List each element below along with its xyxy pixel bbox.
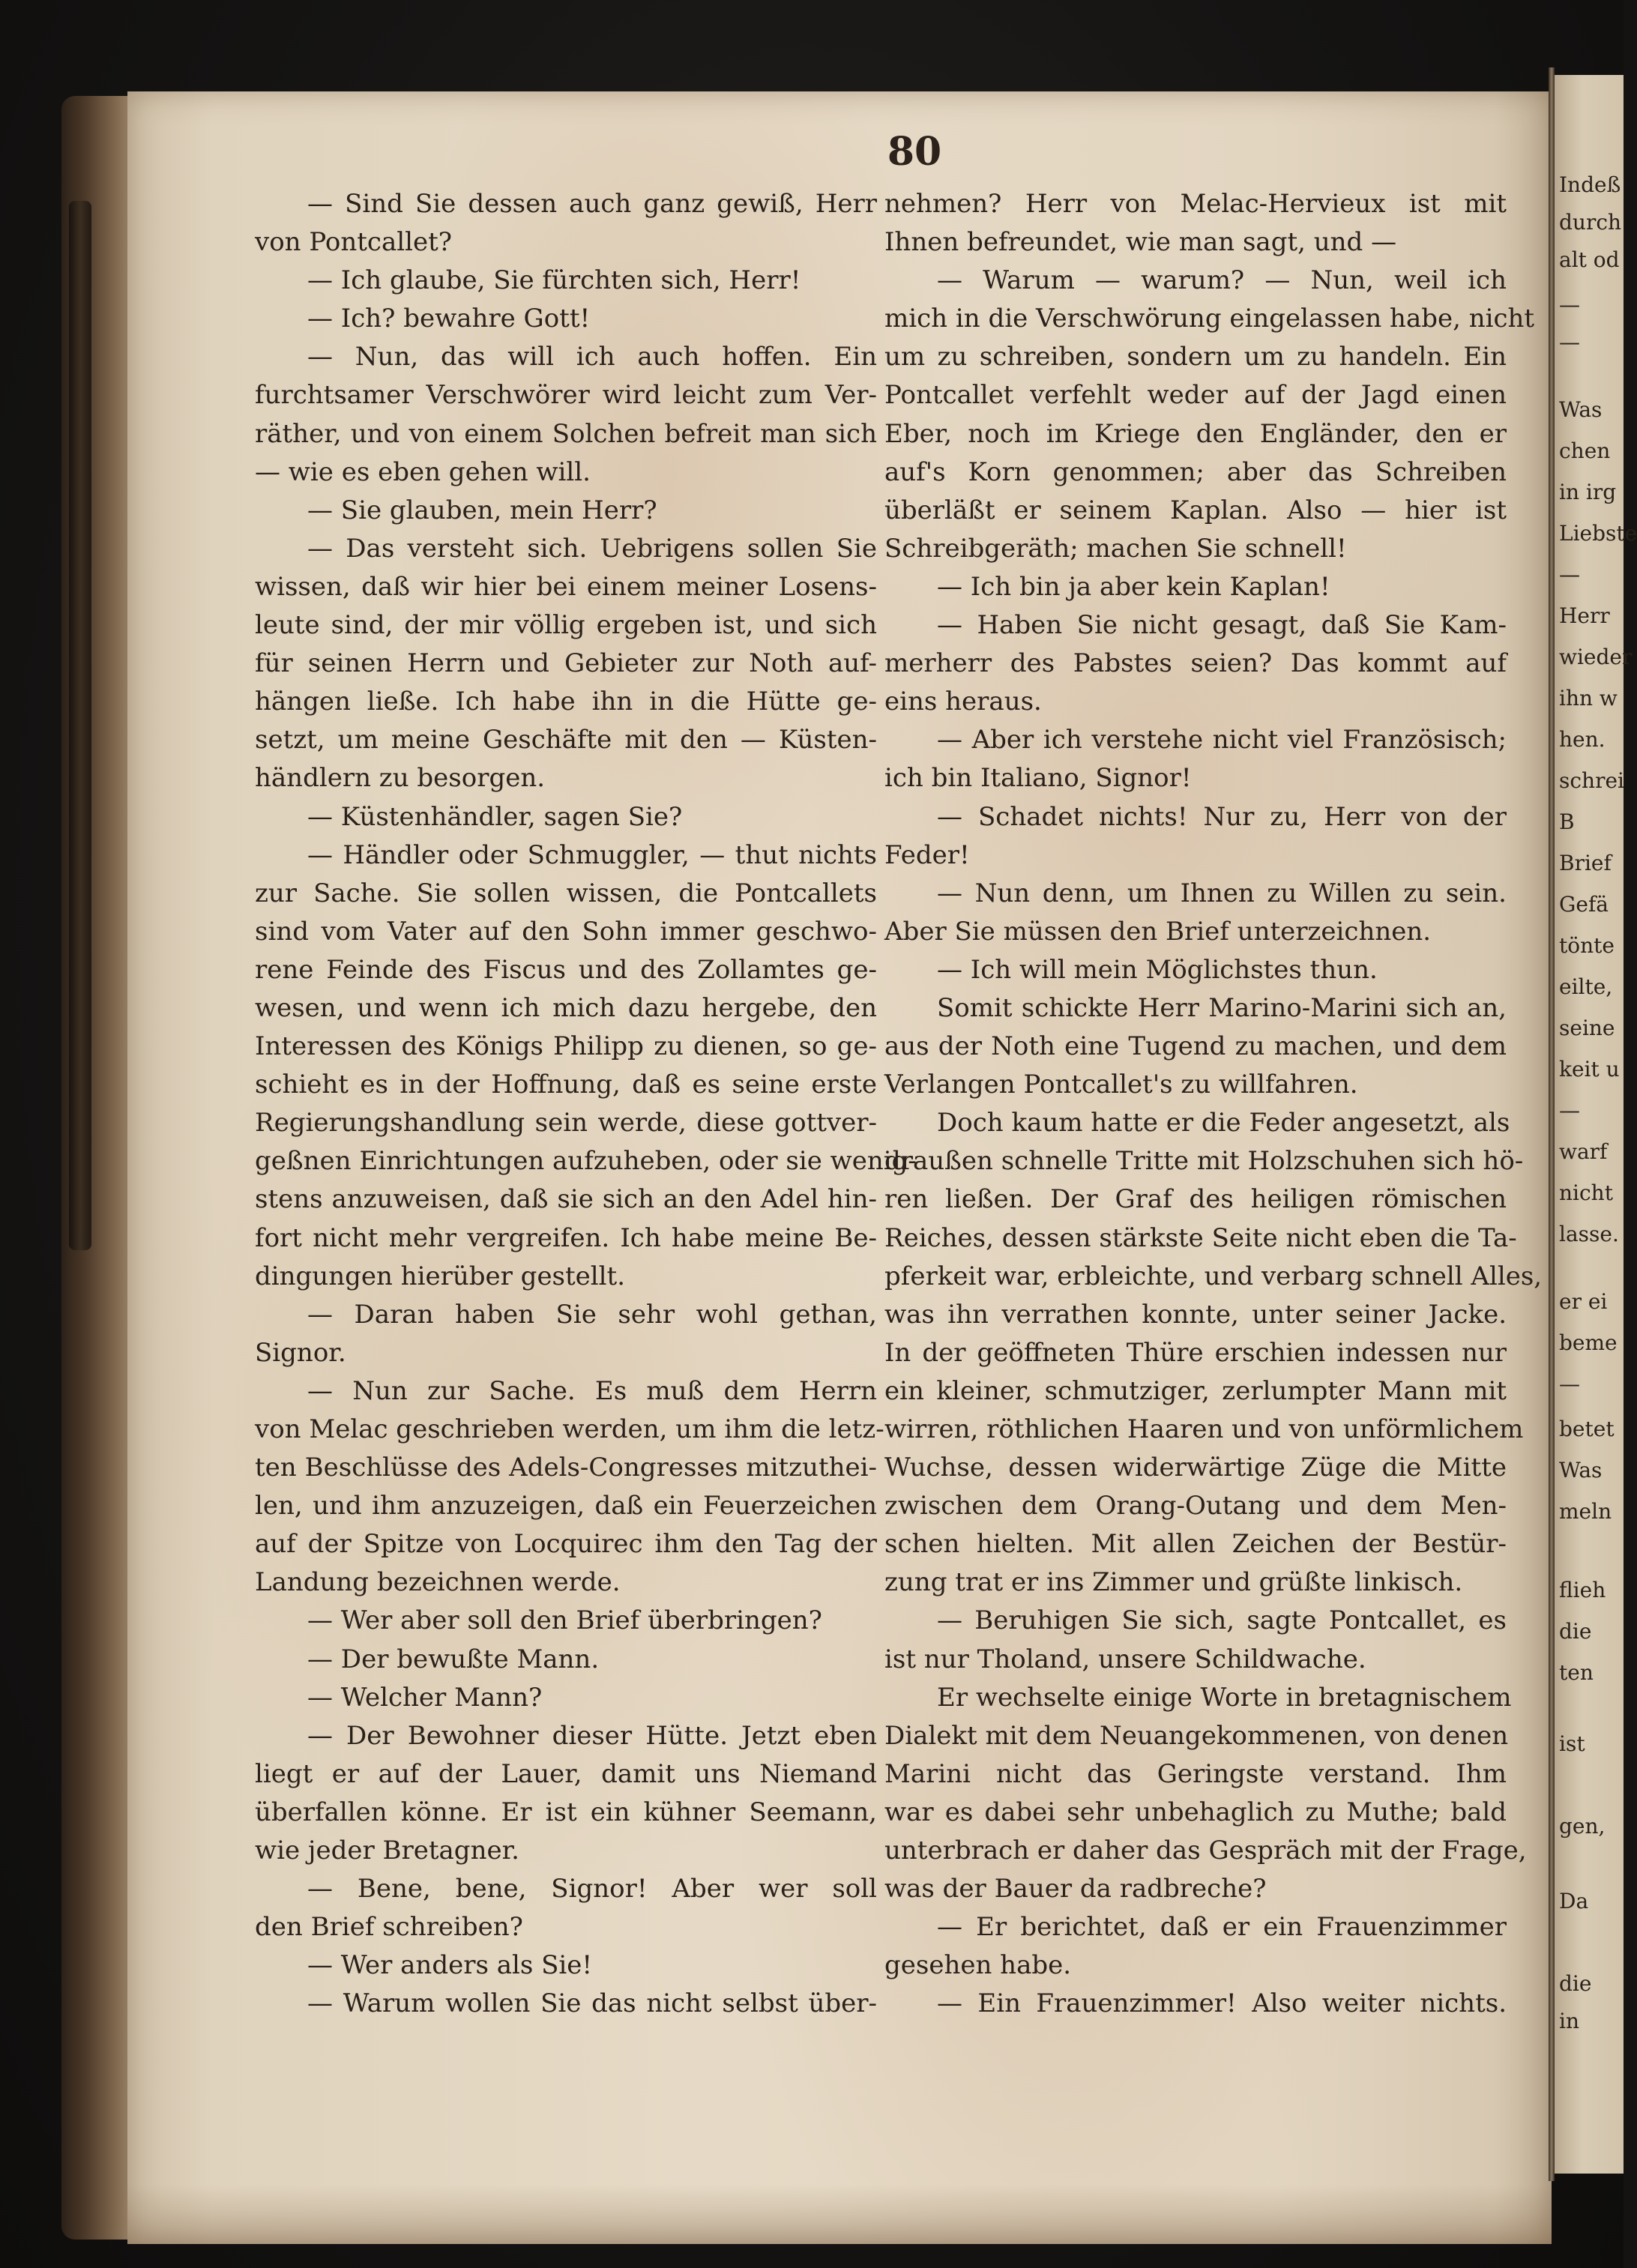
next-page-fragment: Brief — [1559, 851, 1612, 875]
text-line: — Händler oder Schmuggler, — thut nichts — [307, 839, 877, 870]
text-line: — Der Bewohner dieser Hütte. Jetzt eben — [307, 1720, 877, 1751]
next-page-fragment: in — [1559, 2009, 1579, 2033]
text-line: Eber, noch im Kriege den Engländer, den er — [884, 418, 1507, 449]
text-line: wissen, daß wir hier bei einem meiner Losens- — [255, 571, 877, 602]
text-line: Signor. — [255, 1337, 346, 1368]
text-line: überfallen könne. Er ist ein kühner Seemann, — [255, 1797, 877, 1827]
text-line: unterbrach er daher das Gespräch mit der Frage, — [884, 1836, 1527, 1866]
text-line: ein kleiner, schmutziger, zerlumpter Mann mit — [884, 1375, 1507, 1406]
text-line: den Brief schreiben? — [255, 1912, 523, 1943]
next-page-fragment: ten — [1559, 1660, 1594, 1685]
text-line: von Pontcallet? — [255, 227, 452, 258]
text-line: — Daran haben Sie sehr wohl gethan, — [307, 1299, 877, 1330]
next-page-fragment: durch — [1559, 210, 1622, 235]
page-number: 80 — [887, 129, 942, 175]
text-line: fort nicht mehr vergreifen. Ich habe meine Be- — [255, 1222, 877, 1253]
text-line: Somit schickte Herr Marino-Marini sich an, — [937, 992, 1507, 1023]
text-line: — Nun denn, um Ihnen zu Willen zu sein. — [937, 878, 1507, 908]
text-line: — Nun, das will ich auch hoffen. Ein — [307, 342, 877, 373]
next-page-fragment: die — [1559, 1971, 1592, 1996]
text-line: aus der Noth eine Tugend zu machen, und dem — [884, 1031, 1507, 1062]
next-page-fragment: Was — [1559, 397, 1603, 422]
text-line: — Schadet nichts! Nur zu, Herr von der — [937, 801, 1507, 832]
text-line: eins heraus. — [884, 687, 1042, 717]
next-page-fragment: — — [1559, 292, 1580, 317]
text-line: händlern zu besorgen. — [255, 763, 546, 794]
next-page-fragment: ihn w — [1559, 686, 1618, 711]
text-line: In der geöffneten Thüre erschien indessen nur — [884, 1337, 1507, 1368]
text-line: — Welcher Mann? — [307, 1682, 543, 1713]
text-line: mich in die Verschwörung eingelassen habe, nicht — [884, 304, 1535, 334]
text-line: wesen, und wenn ich mich dazu hergebe, den — [255, 992, 877, 1023]
text-line: liegt er auf der Lauer, damit uns Niemand — [255, 1758, 877, 1789]
binding-strip — [69, 201, 91, 1250]
text-line: — Warum wollen Sie das nicht selbst über- — [307, 1988, 877, 2019]
next-page-fragment: chen — [1559, 438, 1611, 463]
text-line: Dialekt mit dem Neuangekommenen, von denen — [884, 1720, 1509, 1751]
left-text-column — [255, 185, 917, 2024]
text-line: von Melac geschrieben werden, um ihm die letz- — [255, 1414, 884, 1444]
text-line: wie jeder Bretagner. — [255, 1836, 519, 1866]
text-line: len, und ihm anzuzeigen, daß ein Feuerzeichen — [255, 1491, 877, 1521]
text-line: sind vom Vater auf den Sohn immer geschwo- — [255, 916, 877, 947]
next-page-fragment: — — [1559, 562, 1580, 587]
text-line: ren ließen. Der Graf des heiligen römischen — [884, 1184, 1507, 1215]
text-line: was ihn verrathen konnte, unter seiner Jacke. — [884, 1299, 1507, 1330]
text-line: — Bene, bene, Signor! Aber wer soll — [307, 1874, 877, 1904]
text-line: — Der bewußte Mann. — [307, 1644, 600, 1674]
text-line: Feder! — [884, 839, 970, 870]
text-line: setzt, um meine Geschäfte mit den — Küsten- — [255, 725, 877, 756]
text-line: stens anzuweisen, daß sie sich an den Adel hin- — [255, 1184, 877, 1215]
text-line: — Aber ich verstehe nicht viel Französisch; — [937, 725, 1507, 756]
next-page-fragment: schrei — [1559, 768, 1624, 793]
text-line: Wuchse, dessen widerwärtige Züge die Mitte — [884, 1453, 1507, 1483]
text-line: was der Bauer da radbreche? — [884, 1874, 1267, 1904]
text-line: — Wer anders als Sie! — [307, 1950, 593, 1981]
text-line: gesehen habe. — [884, 1950, 1072, 1981]
next-page-fragment: — — [1559, 1372, 1580, 1396]
text-line: um zu schreiben, sondern um zu handeln. Ein — [884, 342, 1507, 373]
text-line: furchtsamer Verschwörer wird leicht zum Ver- — [255, 380, 877, 411]
text-line: — Wer aber soll den Brief überbringen? — [307, 1605, 822, 1636]
text-line: — Das versteht sich. Uebrigens sollen Sie — [307, 533, 877, 564]
text-line: Reiches, dessen stärkste Seite nicht eben die Ta- — [884, 1222, 1517, 1253]
next-page-edge — [1555, 75, 1637, 2174]
text-line: nehmen? Herr von Melac-Hervieux ist mit — [884, 189, 1507, 219]
next-page-fragment: keit u — [1559, 1057, 1620, 1082]
next-page-fragment: beme — [1559, 1330, 1618, 1355]
text-line: überläßt er seinem Kaplan. Also — hier ist — [884, 495, 1507, 525]
book-page — [127, 91, 1552, 2244]
next-page-fragment: — — [1559, 330, 1580, 355]
next-page-fragment: flieh — [1559, 1578, 1606, 1602]
next-page-fragment: die — [1559, 1619, 1592, 1644]
text-line: Landung bezeichnen werde. — [255, 1567, 621, 1598]
text-line: auf's Korn genommen; aber das Schreiben — [884, 456, 1507, 487]
text-line: Interessen des Königs Philipp zu dienen, so ge- — [255, 1031, 877, 1062]
next-page-fragment: hen. — [1559, 727, 1606, 752]
next-page-fragment: Indeß — [1559, 172, 1621, 197]
text-line: zur Sache. Sie sollen wissen, die Pontcallets — [255, 878, 877, 908]
text-line: — Nun zur Sache. Es muß dem Herrn — [307, 1375, 877, 1406]
text-line: schen hielten. Mit allen Zeichen der Bestür- — [884, 1529, 1507, 1560]
text-line: — Sie glauben, mein Herr? — [307, 495, 657, 525]
text-line: Ihnen befreundet, wie man sagt, und — — [884, 227, 1397, 258]
text-line: — Haben Sie nicht gesagt, daß Sie Kam- — [937, 610, 1507, 641]
next-page-fragment: meln — [1559, 1499, 1612, 1524]
text-line: räther, und von einem Solchen befreit man sich — [255, 418, 877, 449]
text-line: ist nur Tholand, unsere Schildwache. — [884, 1644, 1366, 1674]
text-line: — Küstenhändler, sagen Sie? — [307, 801, 683, 832]
text-line: Doch kaum hatte er die Feder angesetzt, als — [937, 1108, 1510, 1138]
next-page-fragment: eilte, — [1559, 974, 1613, 999]
next-page-fragment: betet — [1559, 1417, 1615, 1441]
text-line: leute sind, der mir völlig ergeben ist, und sich — [255, 610, 877, 641]
text-line: merherr des Pabstes seien? Das kommt auf — [884, 648, 1507, 679]
right-text-column — [884, 185, 1543, 2024]
text-line: zung trat er ins Zimmer und grüßte linkisch. — [884, 1567, 1463, 1598]
text-line: — Sind Sie dessen auch ganz gewiß, Herr — [307, 189, 877, 219]
text-line: geßnen Einrichtungen aufzuheben, oder sie wenig- — [255, 1146, 917, 1177]
text-line: Aber Sie müssen den Brief unterzeichnen. — [884, 916, 1432, 947]
text-line: ten Beschlüsse des Adels-Congresses mitzuthei- — [255, 1453, 877, 1483]
next-page-fragment: Was — [1559, 1458, 1603, 1483]
text-line: — Ein Frauenzimmer! Also weiter nichts. — [937, 1988, 1507, 2019]
text-line: Pontcallet verfehlt weder auf der Jagd einen — [884, 380, 1507, 411]
text-line: draußen schnelle Tritte mit Holzschuhen sich hö- — [884, 1146, 1524, 1177]
next-page-fragment: — — [1559, 1098, 1580, 1123]
text-line: — wie es eben gehen will. — [255, 456, 591, 487]
text-line: — Warum — warum? — Nun, weil ich — [937, 265, 1507, 296]
text-line: — Ich? bewahre Gott! — [307, 304, 591, 334]
text-line: — Ich glaube, Sie fürchten sich, Herr! — [307, 265, 801, 296]
text-line: war es dabei sehr unbehaglich zu Muthe; bald — [884, 1797, 1507, 1827]
text-line: Regierungshandlung sein werde, diese gottver- — [255, 1108, 877, 1138]
next-page-fragment: Herr — [1559, 603, 1610, 628]
next-page-fragment: Gefä — [1559, 892, 1609, 917]
text-line: Schreibgeräth; machen Sie schnell! — [884, 533, 1347, 564]
text-line: schieht es in der Hoffnung, daß es seine erste — [255, 1070, 877, 1100]
next-page-fragment: alt od — [1559, 247, 1620, 272]
next-page-fragment: Liebste — [1559, 521, 1637, 546]
text-line: pferkeit war, erbleichte, und verbarg schnell Alles, — [884, 1261, 1543, 1291]
next-page-fragment: tönte — [1559, 933, 1615, 958]
text-line: ich bin Italiano, Signor! — [884, 763, 1192, 794]
next-page-fragment: wieder — [1559, 645, 1633, 669]
next-page-fragment: er ei — [1559, 1289, 1608, 1314]
text-line: dingungen hierüber gestellt. — [255, 1261, 626, 1291]
text-line: — Ich bin ja aber kein Kaplan! — [937, 571, 1330, 602]
next-page-fragment: nicht — [1559, 1180, 1613, 1205]
next-page-fragment: Da — [1559, 1889, 1589, 1913]
next-page-fragment: in irg — [1559, 480, 1617, 504]
text-line: hängen ließe. Ich habe ihn in die Hütte ge- — [255, 687, 877, 717]
text-line: Marini nicht das Geringste verstand. Ihm — [884, 1758, 1507, 1789]
text-line: — Beruhigen Sie sich, sagte Pontcallet, es — [937, 1605, 1507, 1636]
next-page-fragment: B — [1559, 809, 1575, 834]
text-line: rene Feinde des Fiscus und des Zollamtes ge- — [255, 954, 877, 985]
text-line: wirren, röthlichen Haaren und von unförmlichem — [884, 1414, 1524, 1444]
next-page-fragment: warf — [1559, 1139, 1608, 1164]
page-gutter — [1549, 67, 1555, 2181]
text-line: Er wechselte einige Worte in bretagnischem — [937, 1682, 1512, 1713]
text-line: Verlangen Pontcallet's zu willfahren. — [884, 1070, 1358, 1100]
next-page-fragment: ist — [1559, 1731, 1585, 1756]
text-line: zwischen dem Orang-Outang und dem Men- — [884, 1491, 1507, 1521]
text-line: — Er berichtet, daß er ein Frauenzimmer — [937, 1912, 1507, 1943]
next-page-fragment: gen, — [1559, 1814, 1606, 1839]
text-line: — Ich will mein Möglichstes thun. — [937, 954, 1378, 985]
next-page-fragment: lasse. — [1559, 1222, 1619, 1246]
page-bottom-shadow — [127, 2184, 1552, 2244]
text-line: für seinen Herrn und Gebieter zur Noth auf- — [255, 648, 877, 679]
next-page-fragment: seine — [1559, 1016, 1615, 1040]
text-line: auf der Spitze von Locquirec ihm den Tag der — [255, 1529, 877, 1560]
